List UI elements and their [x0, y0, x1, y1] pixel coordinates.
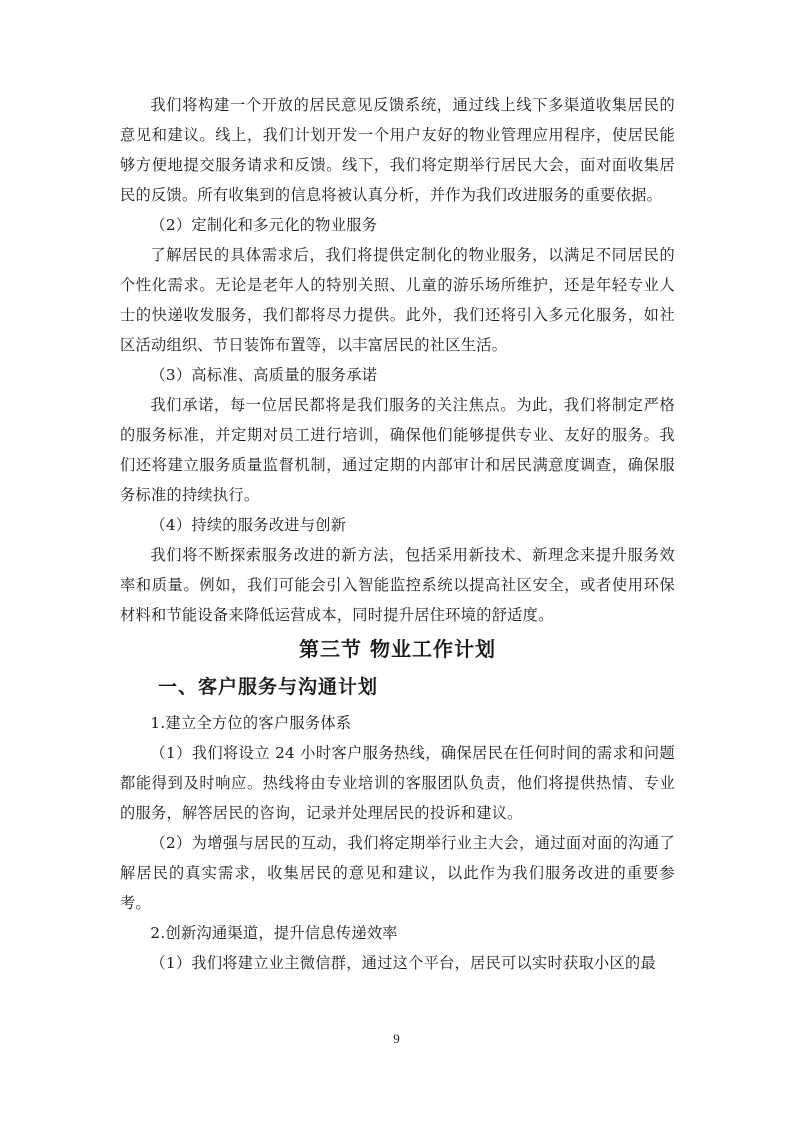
- item-3-body: 我们承诺，每一位居民都将是我们服务的关注焦点。为此，我们将制定严格的服务标准，并定期对员工进行培训，确保他们能够提供专业、友好的服务。我们还将建立服务质量监督机制，通过定期的内部审计和居民满意度调查，确保服务标准的持续执行。: [120, 396, 675, 504]
- item-2-heading: （2）定制化和多元化的物业服务: [150, 216, 378, 234]
- item-2-body: 了解居民的具体需求后，我们将提供定制化的物业服务，以满足不同居民的个性化需求。无论是老年人的特别关照、儿童的游乐场所维护，还是年轻专业人士的快递收发服务，我们都将尽力提供。此外，我们还将引入多元化服务，如社区活动组织、节日装饰布置等，以丰富居民的社区生活。: [120, 246, 675, 354]
- point-2-item-1: （1）我们将建立业主微信群，通过这个平台，居民可以实时获取小区的最: [150, 954, 656, 972]
- point-1-item-2: （2）为增强与居民的互动，我们将定期举行业主大会，通过面对面的沟通了解居民的真实需求，收集居民的意见和建议，以此作为我们服务改进的重要参考。: [120, 834, 675, 912]
- page-number: 9: [393, 1031, 400, 1046]
- point-2-heading: 2.创新沟通渠道，提升信息传递效率: [150, 924, 398, 942]
- paragraph-feedback-system: 我们将构建一个开放的居民意见反馈系统，通过线上线下多渠道收集居民的意见和建议。线上，我们计划开发一个用户友好的物业管理应用程序，使居民能够方便地提交服务请求和反馈。线下，我们将定期举行居民大会，面对面收集居民的反馈。所有收集到的信息将被认真分析，并作为我们改进服务的重要依据。: [120, 96, 675, 204]
- item-3-heading: （3）高标准、高质量的服务承诺: [150, 366, 378, 384]
- page-content: [120, 90, 675, 978]
- point-1-heading: 1.建立全方位的客户服务体系: [150, 714, 352, 732]
- item-4-heading: （4）持续的服务改进与创新: [150, 516, 347, 534]
- item-4-body: 我们将不断探索服务改进的新方法，包括采用新技术、新理念来提升服务效率和质量。例如，我们可能会引入智能监控系统以提高社区安全，或者使用环保材料和节能设备来降低运营成本，同时提升居住环境的舒适度。: [120, 546, 675, 624]
- point-1-item-1: （1）我们将设立 24 小时客户服务热线，确保居民在任何时间的需求和问题都能得到及时响应。热线将由专业培训的客服团队负责，他们将提供热情、专业的服务，解答居民的咨询，记录并处理居民的投诉和建议。: [120, 744, 675, 822]
- subsection-title: 一、客户服务与沟通计划: [158, 676, 379, 698]
- section-title: 第三节 物业工作计划: [299, 637, 496, 661]
